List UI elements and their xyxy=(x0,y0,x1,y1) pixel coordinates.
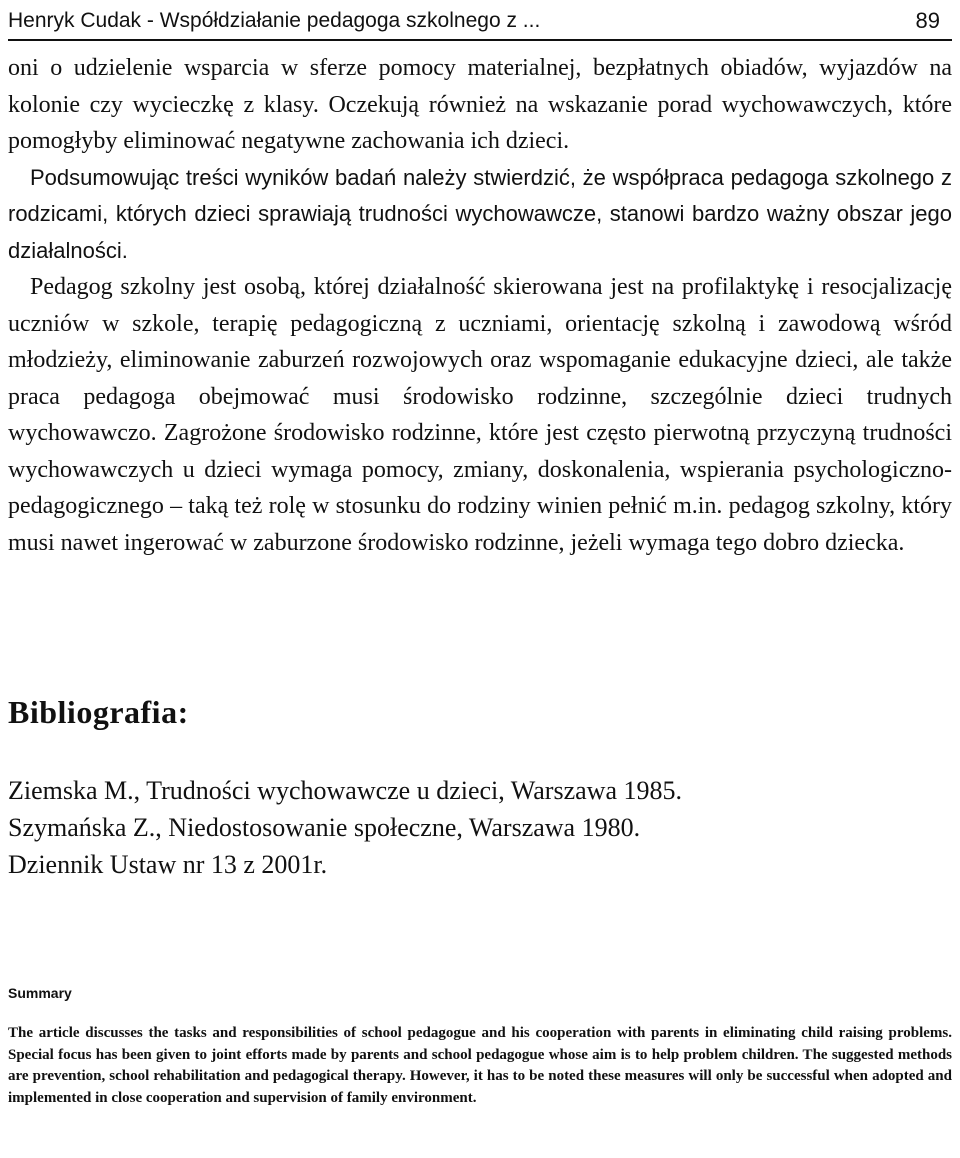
bibliography-item: Ziemska M., Trudności wychowawcze u dzieci, Warszawa 1985. xyxy=(8,776,682,805)
running-header xyxy=(8,6,952,36)
bibliography-item: Dziennik Ustaw nr 13 z 2001r. xyxy=(8,850,328,879)
summary-heading: Summary xyxy=(8,985,72,1001)
paragraph-continuation: oni o udzielenie wsparcia w sferze pomocy materialnej, bezpłatnych obiadów, wyjazdów na kolonie czy wycieczkę z klasy. Oczekują również na wskazanie porad wychowawczych, które pomogłyby eliminować negatywne zachowania ich dzieci. xyxy=(8,55,952,154)
header-title: Henryk Cudak - Współdziałanie pedagoga szkolnego z ... xyxy=(8,9,541,32)
bibliography-item: Szymańska Z., Niedostosowanie społeczne, Warszawa 1980. xyxy=(8,813,641,842)
page-number: 89 xyxy=(915,8,940,33)
paragraph-summary-findings: Podsumowując treści wyników badań należy stwierdzić, że współpraca pedagoga szkolnego z rodzicami, których dzieci sprawiają trudności wychowawcze, stanowi bardzo ważny obszar jego działalności. xyxy=(8,164,952,263)
summary-text: The article discusses the tasks and responsibilities of school pedagogue and his cooperation with parents in eliminating child raising problems. Special focus has been given to joint efforts made by parents and school pedagogue whose aim is to help problem children. The suggested methods are prevention, school rehabilitation and pedagogical therapy. However, it has to be noted these measures will only be successful when adopted and implemented in close cooperation and supervision of family environment. xyxy=(8,1025,952,1106)
body-text xyxy=(8,50,952,561)
header-divider xyxy=(8,39,952,41)
bibliography-heading: Bibliografia: xyxy=(8,694,189,730)
paragraph-pedagogue-role: Pedagog szkolny jest osobą, której działalność skierowana jest na profilaktykę i resocjalizację uczniów w szkole, terapię pedagogiczną z uczniami, orientację szkolną i zawodową wśród młodzieży, eliminowanie zaburzeń rozwojowych oraz wspomaganie edukacyjne dzieci, ale także praca pedagoga obejmować musi środowisko rodzinne, szczególnie dzieci trudnych wychowawczo. Zagrożone środowisko rodzinne, które jest często pierwotną przyczyną trudności wychowawczych u dzieci wymaga pomocy, zmiany, doskonalenia, wspierania psychologiczno-pedagogicznego – taką też rolę w stosunku do rodziny winien pełnić m.in. pedagog szkolny, który musi nawet ingerować w zaburzone środowisko rodzinne, jeżeli wymaga tego dobro dziecka. xyxy=(8,274,952,556)
document-page xyxy=(8,0,952,1158)
bibliography-list xyxy=(8,772,682,883)
